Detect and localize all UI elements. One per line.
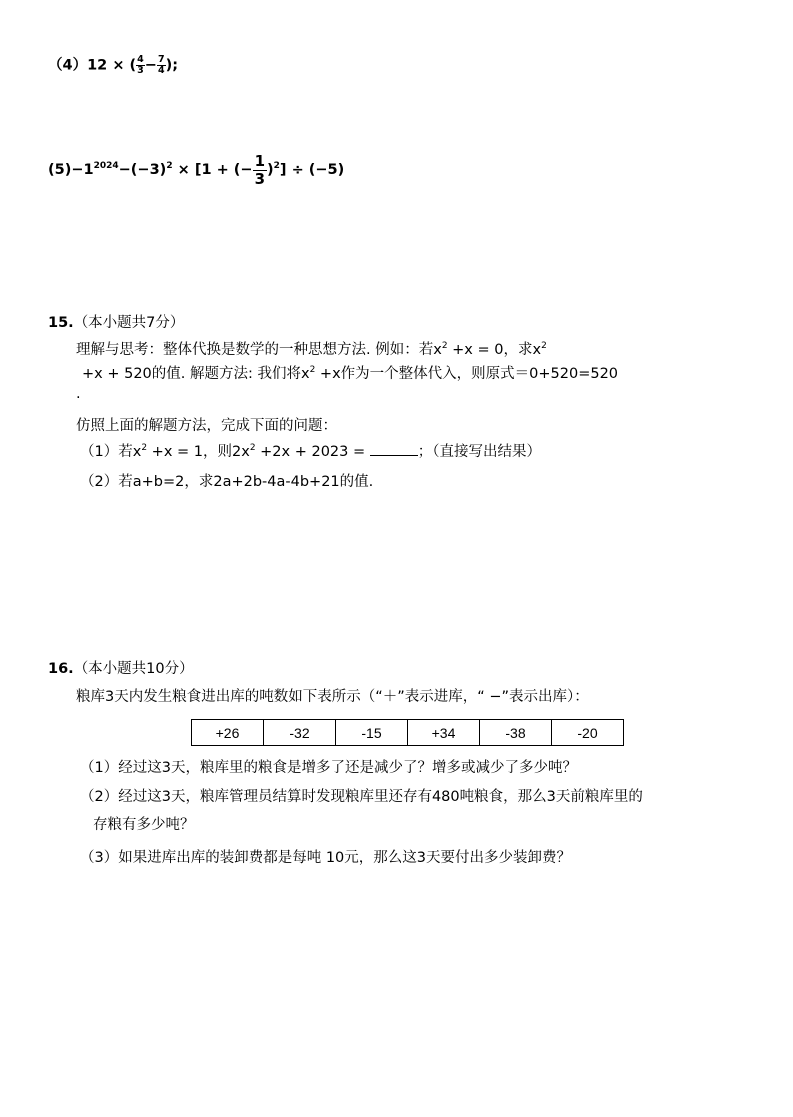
q14-4-coef: 12 × ( [87, 57, 137, 74]
frac-denominator: 4 [157, 65, 165, 76]
exponent: 2 [141, 443, 148, 454]
part-label: （2） [80, 474, 119, 490]
table-cell: -32 [264, 720, 336, 746]
text: +x + 520的值. 解题方法: 我们将x [82, 366, 310, 382]
part-label: （1） [80, 444, 119, 460]
frac-numerator: 7 [157, 54, 165, 65]
fraction-7-4 [157, 55, 166, 76]
frac-numerator: 4 [137, 54, 144, 65]
fraction-1-3 [253, 153, 267, 188]
frac-denominator: 3 [137, 65, 144, 76]
q15-instruction: 仿照上面的解题方法，完成下面的问题： [76, 418, 337, 434]
question-number: 16. [48, 661, 74, 677]
text: +2x + 2023 = [255, 444, 370, 460]
exponent: 2 [166, 161, 173, 172]
table-cell: +34 [408, 720, 480, 746]
answer-blank[interactable] [370, 441, 418, 456]
table-cell: -20 [552, 720, 624, 746]
table-cell: +26 [192, 720, 264, 746]
question-number: 15. [48, 315, 74, 331]
q15-line1 [76, 340, 547, 360]
q16-part2-line1: （2）经过这3天，粮库管理员结算时发现粮库里还存有480吨粮食，那么3天前粮库里的 [80, 789, 643, 805]
text: 理解与思考：整体代换是数学的一种思想方法. 例如：若x [76, 342, 442, 358]
q15-line3: . [76, 386, 81, 402]
table-row [192, 720, 624, 746]
q16-header [48, 659, 194, 679]
exponent: 2 [273, 161, 280, 172]
q14-part4 [48, 55, 178, 76]
text: 若a+b=2，求2a+2b-4a-4b+21的值. [118, 474, 374, 490]
q14-5-part: × [1 + (− [172, 162, 253, 178]
table-cell: -38 [480, 720, 552, 746]
text: ；（直接写出结果） [417, 444, 541, 460]
q14-4-label: （4） [48, 57, 88, 74]
question-points: （本小题共10分） [73, 661, 194, 677]
exponent: 2 [541, 341, 547, 352]
q14-5-part: ) [267, 162, 274, 178]
text: 若x [118, 444, 142, 460]
q15-part2 [80, 472, 373, 492]
q16-part3: （3）如果进库出库的装卸费都是每吨 10元，那么这3天要付出多少装卸费？ [80, 850, 572, 866]
q15-header [48, 313, 184, 333]
q15-part1 [80, 441, 541, 462]
minus-sign: − [144, 57, 157, 74]
text: +x = 1，则2x [147, 444, 250, 460]
q14-part5 [48, 152, 344, 188]
q14-5-prefix: (5)−1 [48, 162, 94, 178]
exponent: 2 [249, 443, 256, 454]
text: +x = 0，求x [447, 342, 542, 358]
q16-part2-line2: 存粮有多少吨？ [93, 817, 195, 833]
grain-table [191, 719, 624, 746]
table-cell: -15 [336, 720, 408, 746]
text: +x作为一个整体代入，则原式＝0+520=520 [315, 366, 619, 382]
q14-5-part: −(−3) [118, 162, 167, 178]
q16-part1: （1）经过这3天，粮库里的粮食是增多了还是减少了？增多或减少了多少吨？ [80, 760, 577, 776]
fraction-4-3 [136, 55, 145, 76]
frac-denominator: 3 [254, 169, 265, 188]
q16-intro: 粮库3天内发生粮食进出库的吨数如下表所示（“＋”表示进库，“ −”表示出库）： [76, 689, 589, 705]
exponent: 2024 [93, 161, 119, 172]
q15-line2 [82, 364, 618, 384]
exponent: 2 [309, 365, 316, 376]
frac-numerator: 1 [254, 151, 265, 170]
question-points: （本小题共7分） [73, 315, 185, 331]
q14-5-part: ] ÷ (−5) [279, 162, 345, 178]
q14-4-tail: ); [165, 57, 178, 74]
exponent: 2 [441, 341, 448, 352]
